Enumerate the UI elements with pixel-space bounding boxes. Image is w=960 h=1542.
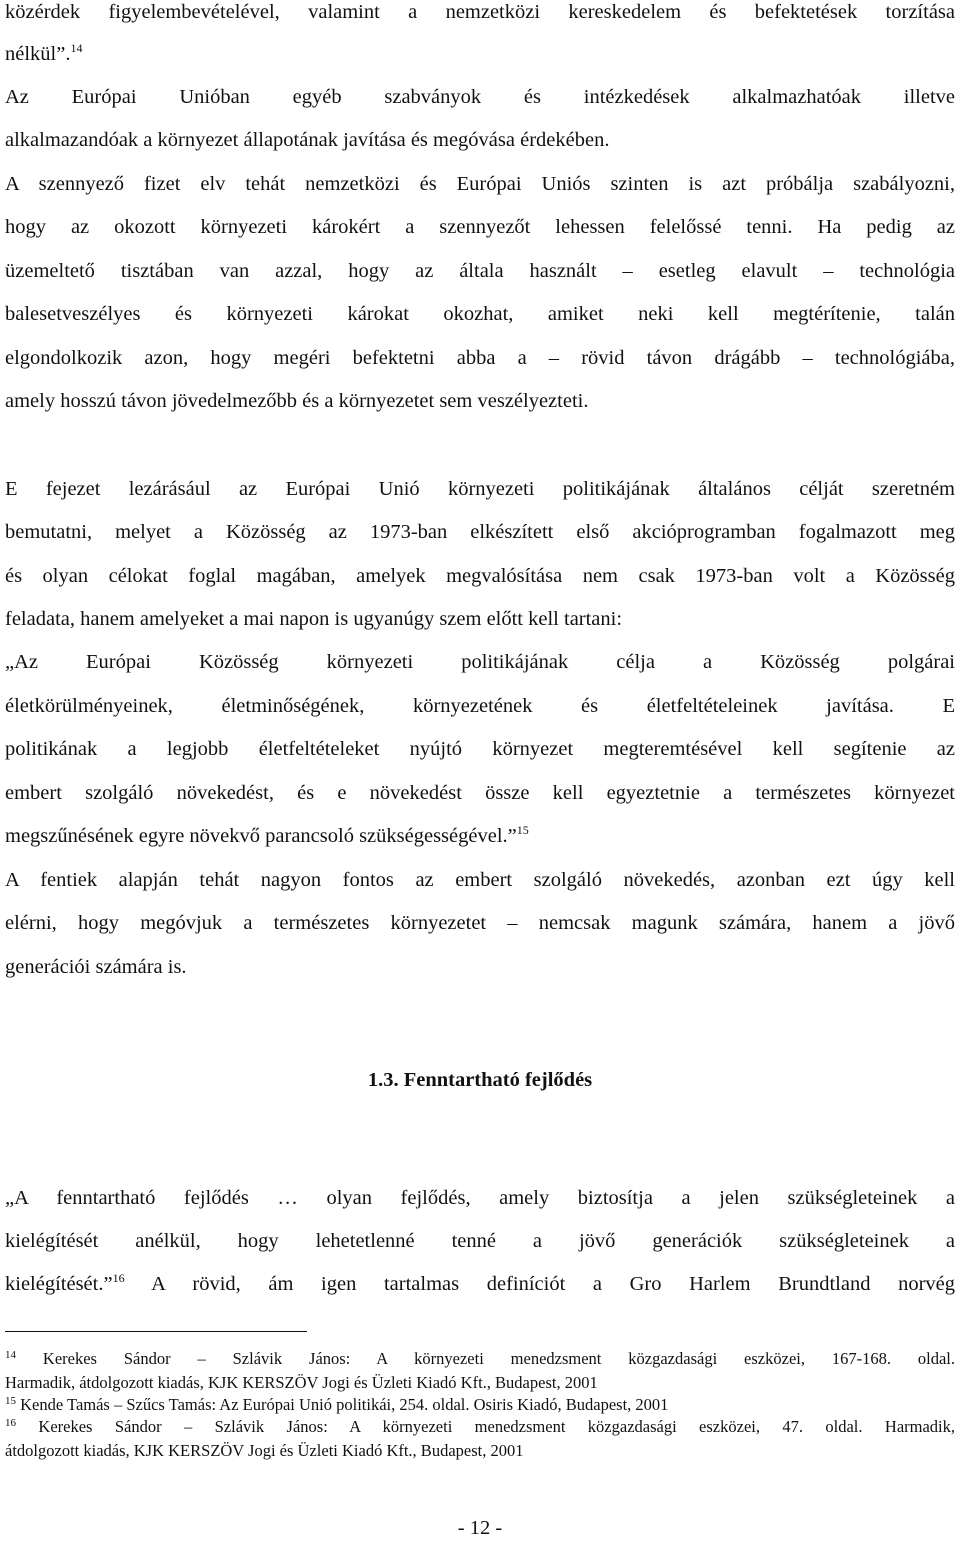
body-line: kielégítését anélkül, hogy lehetetlenné tenné a jövő generációk szükségleteinek a <box>5 1230 955 1252</box>
footnote-text: Kerekes Sándor – Szlávik János: A környezeti menedzsment közgazdasági eszközei, 167-168. oldal. <box>42 1349 956 1368</box>
footnote-line: átdolgozott kiadás, KJK KERSZÖV Jogi és Üzleti Kiadó Kft., Budapest, 2001 <box>5 1441 524 1460</box>
quote-line <box>5 822 955 850</box>
footnote-text: Kende Tamás – Szűcs Tamás: Az Európai Unió politikái, 254. oldal. Osiris Kiadó, Budapest, 2001 <box>20 1395 669 1414</box>
body-line: generációi számára is. <box>5 956 187 978</box>
footnote-ref: 14 <box>70 41 83 55</box>
body-line <box>5 40 955 68</box>
footnote-line <box>5 1416 955 1438</box>
body-line: és olyan célokat foglal magában, amelyek megvalósítása nem csak 1973-ban volt a Közösség <box>5 565 955 587</box>
body-line: közérdek figyelembevételével, valamint a nemzetközi kereskedelem és befektetések torzítása <box>5 1 955 23</box>
footnote-line <box>5 1348 955 1370</box>
footnote-line: Harmadik, átdolgozott kiadás, KJK KERSZÖV Jogi és Üzleti Kiadó Kft., Budapest, 2001 <box>5 1373 598 1392</box>
body-text: A rövid, ám igen tartalmas definíciót a Gro Harlem Brundtland norvég <box>151 1273 956 1295</box>
quote-line: embert szolgáló növekedést, és e növekedést össze kell egyeztetnie a természetes környezet <box>5 782 955 804</box>
quote-line: életkörülményeinek, életminőségének, környezetének és életfeltételeinek javítása. E <box>5 695 955 717</box>
section-heading: 1.3. Fenntartható fejlődés <box>367 1069 593 1091</box>
page-number: - 12 - <box>457 1517 503 1539</box>
footnote-separator <box>5 1331 307 1332</box>
body-line <box>5 1270 955 1298</box>
quote-line: politikának a legjobb életfeltételeket nyújtó környezet megteremtésével kell segítenie az <box>5 738 955 760</box>
footnote-line <box>5 1394 955 1416</box>
footnote-number: 15 <box>5 1395 16 1407</box>
body-line: feladata, hanem amelyeket a mai napon is ugyanúgy szem előtt kell tartani: <box>5 608 623 630</box>
body-line: amely hosszú távon jövedelmezőbb és a környezetet sem veszélyezteti. <box>5 390 589 412</box>
body-line: „A fenntartható fejlődés … olyan fejlődés, amely biztosítja a jelen szükségleteinek a <box>5 1187 955 1209</box>
body-line: A fentiek alapján tehát nagyon fontos az embert szolgáló növekedés, azonban ezt úgy kell <box>5 869 955 891</box>
body-line: E fejezet lezárásául az Európai Unió környezeti politikájának általános célját szeretném <box>5 478 955 500</box>
footnote-ref: 15 <box>516 823 529 837</box>
body-line: balesetveszélyes és környezeti károkat okozhat, amiket neki kell megtérítenie, talán <box>5 303 955 325</box>
footnote-text: Kerekes Sándor – Szlávik János: A környezeti menedzsment közgazdasági eszközei, 47. oldal. Harmadik, <box>38 1417 956 1436</box>
footnote-ref: 16 <box>112 1271 125 1285</box>
body-text: nélkül”. <box>5 43 71 65</box>
body-line: elérni, hogy megóvjuk a természetes környezetet – nemcsak magunk számára, hanem a jövő <box>5 912 955 934</box>
body-line: üzemeltető tisztában van azzal, hogy az általa használt – esetleg elavult – technológia <box>5 260 955 282</box>
body-line: Az Európai Unióban egyéb szabványok és intézkedések alkalmazhatóak illetve <box>5 86 955 108</box>
body-text: kielégítését.” <box>5 1273 113 1295</box>
quote-line: „Az Európai Közösség környezeti politikájának célja a Közösség polgárai <box>5 651 955 673</box>
body-line: bemutatni, melyet a Közösség az 1973-ban elkészített első akcióprogramban fogalmazott meg <box>5 521 955 543</box>
body-line: A szennyező fizet elv tehát nemzetközi és Európai Uniós szinten is azt próbálja szabályozni, <box>5 173 955 195</box>
body-text: megszűnésének egyre növekvő parancsoló szükségességével.” <box>5 825 517 847</box>
footnote-number: 14 <box>5 1349 16 1361</box>
body-line: alkalmazandóak a környezet állapotának javítása és megóvása érdekében. <box>5 129 610 151</box>
body-line: elgondolkozik azon, hogy megéri befektetni abba a – rövid távon drágább – technológiába, <box>5 347 955 369</box>
footnote-number: 16 <box>5 1417 16 1429</box>
body-line: hogy az okozott környezeti károkért a szennyezőt lehessen felelőssé tenni. Ha pedig az <box>5 216 955 238</box>
